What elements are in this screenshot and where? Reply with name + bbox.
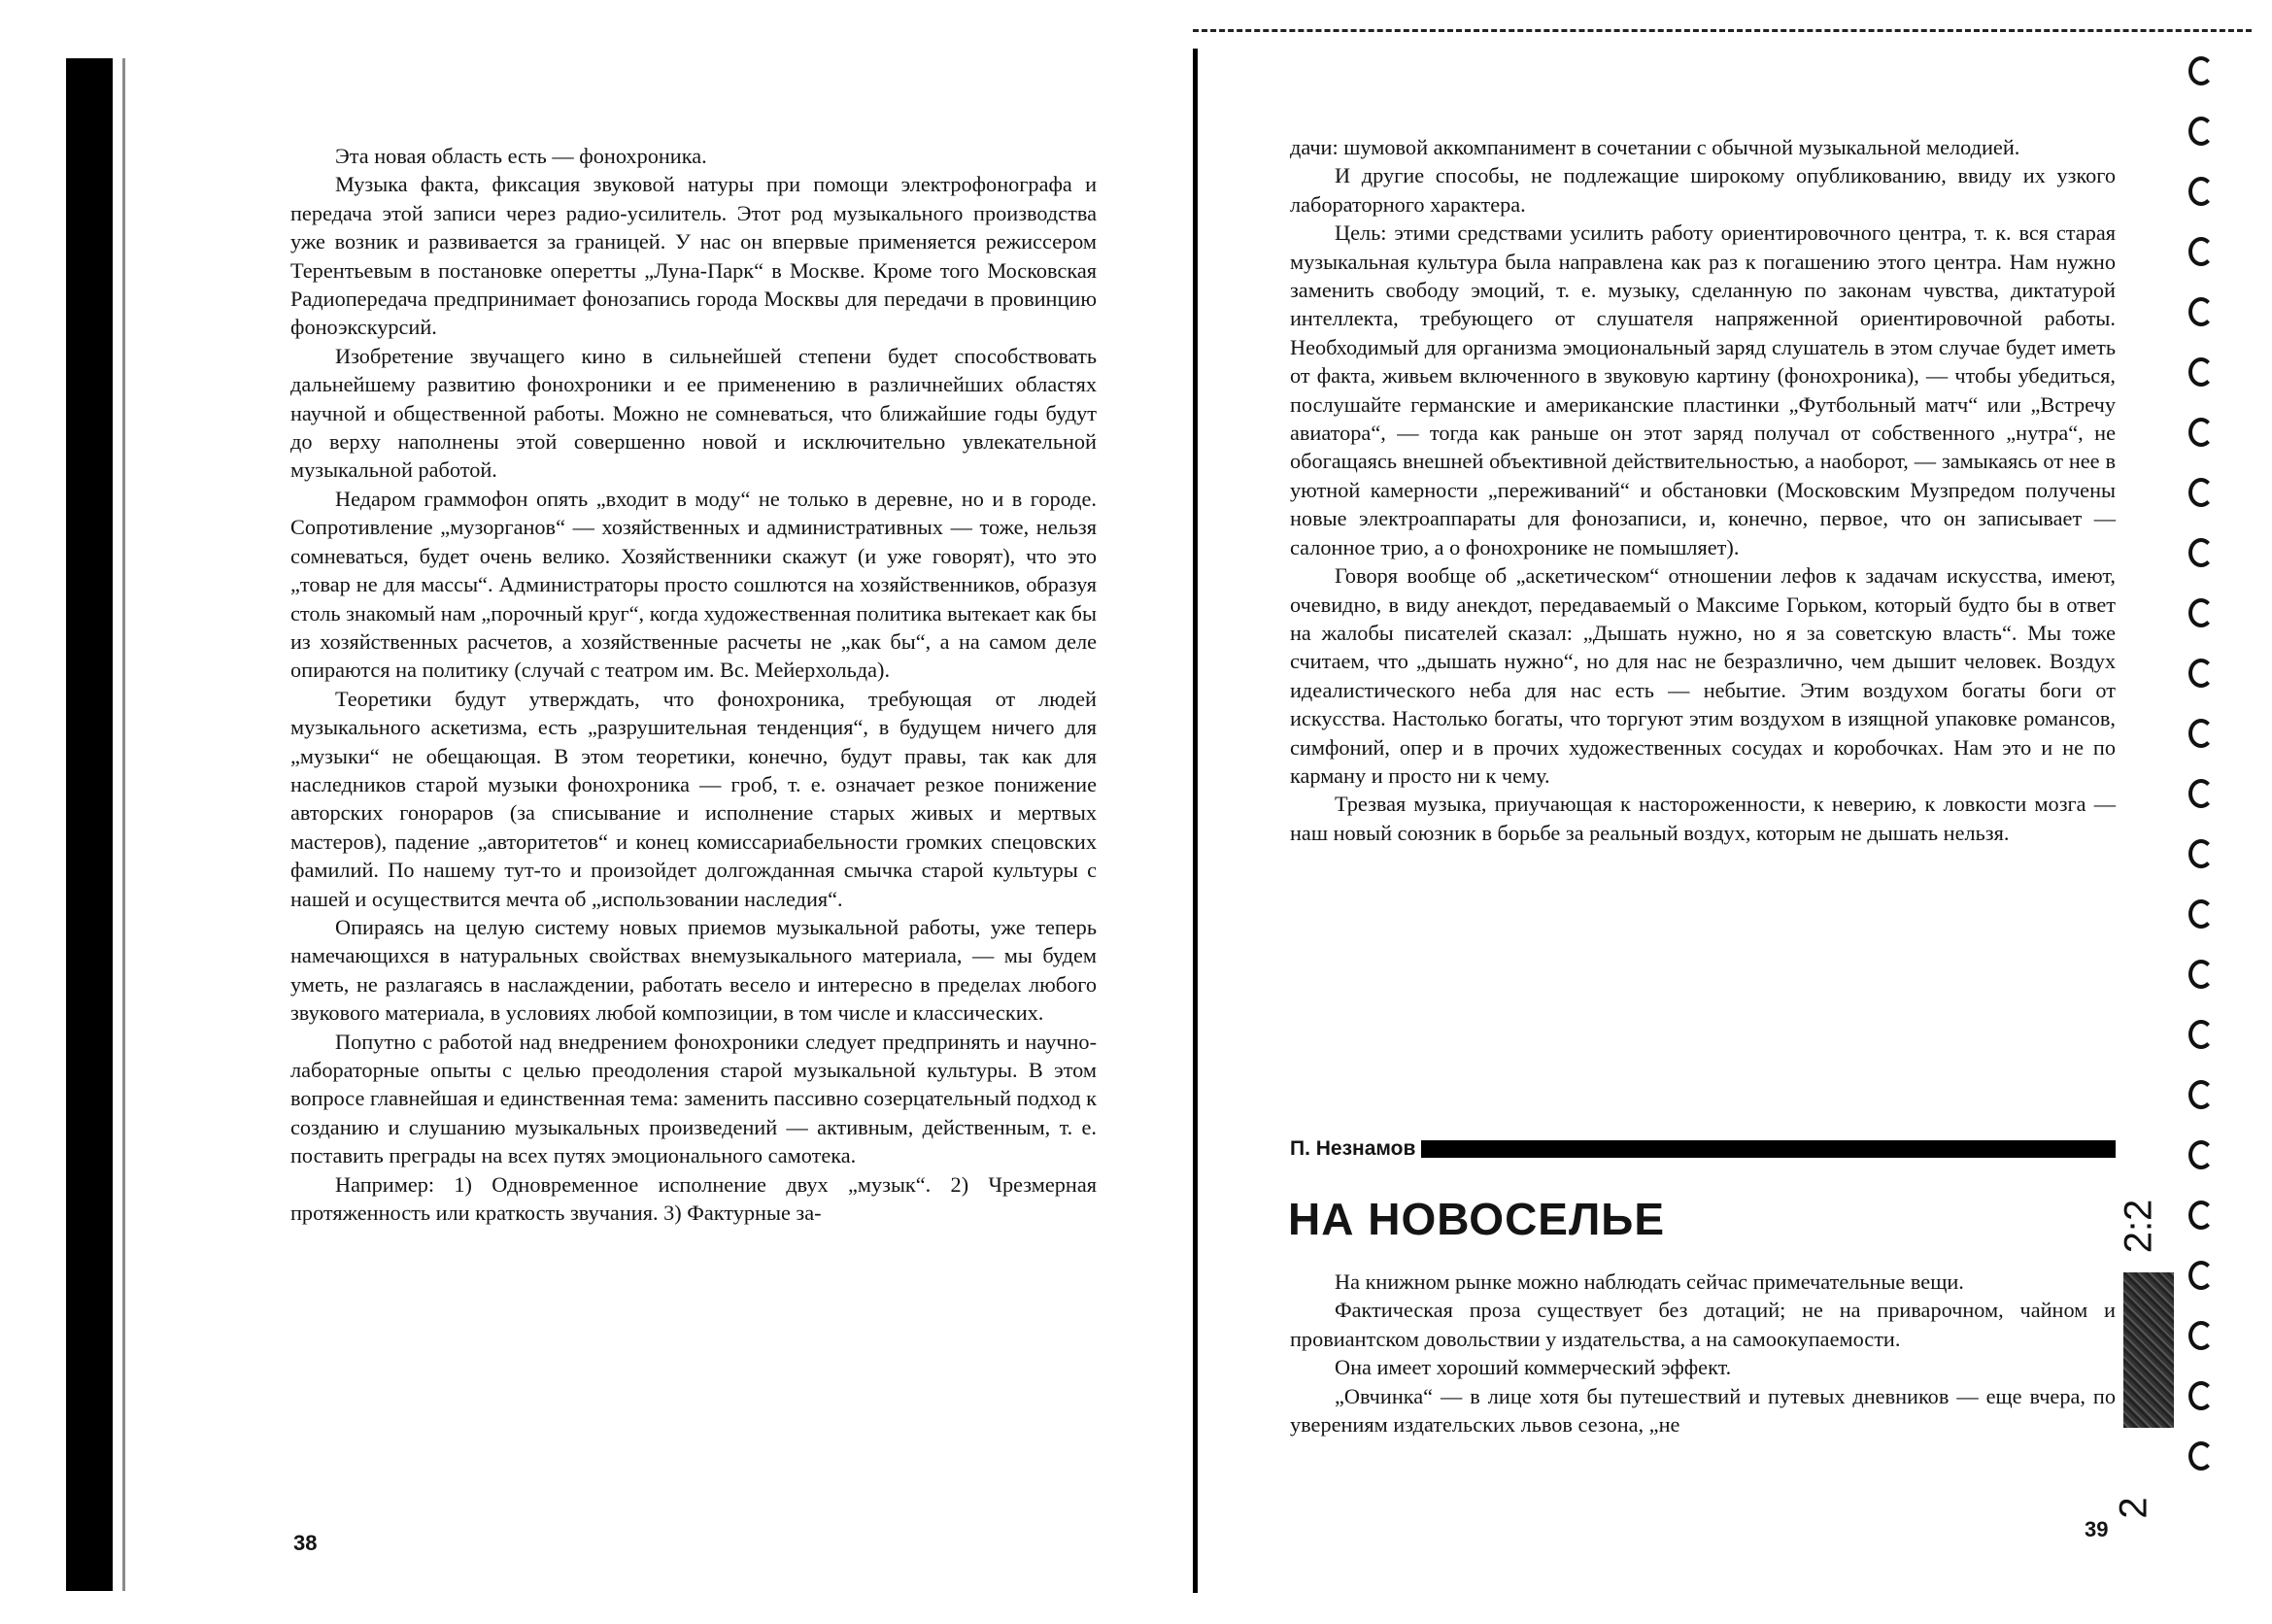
paragraph: Фактическая проза существует без дотаций; не на приварочном, чайном и провиантском довольствии у издательства, а на самоокупаемости. (1290, 1298, 2116, 1351)
author-name: П. Незнамов (1290, 1137, 1416, 1160)
paragraph: Изобретение звучащего кино в сильнейшей степени будет способствовать дальнейшему развитию фонохроники и ее применению в различнейших областях научной и общественной работы. Можно не сомневаться, что ближайшие годы будут до верху наполнены этой совершенно новой и исключительно увлекательной музыкальной работой. (290, 343, 1097, 483)
binding-ring (2188, 1261, 2214, 1290)
paragraph: Она имеет хороший коммерческий эффект. (1335, 1355, 1732, 1380)
left-scan-edge (122, 58, 125, 1591)
page-number: 38 (293, 1531, 318, 1555)
binding-ring (2188, 478, 2214, 507)
margin-number: 2:2 (2117, 1199, 2160, 1254)
binding-ring (2188, 659, 2214, 688)
article-title: НА НОВОСЕЛЬЕ (1288, 1194, 1665, 1244)
binding-ring (2188, 418, 2214, 447)
paragraph: Музыка факта, фиксация звуковой натуры при помощи электрофонографа и передача этой записи через радио-усилитель. Этот род музыкального производства уже возник и развивается за границей. У нас он впервые применяется режиссером Терентьевым в постановке оперетты „Луна-Парк“ в Москве. Кроме того Московская Радиопередача предпринимает фонозапись города Москвы для передачи в провинцию фоноэкскурсий. (290, 172, 1097, 340)
article-text (1290, 1268, 2116, 1438)
binding-ring (2188, 1080, 2214, 1109)
left-binding-shadow (66, 58, 113, 1591)
article-byline (1290, 1134, 2116, 1164)
right-page-text (1290, 133, 2116, 847)
binding-ring (2188, 117, 2214, 146)
paragraph: Эта новая область есть — фонохроника. (335, 144, 707, 168)
binding-ring (2188, 598, 2214, 627)
left-page-text (290, 142, 1097, 1227)
paragraph: „Овчинка“ — в лице хотя бы путешествий и путевых дневников — еще вчера, по уверениям издательских львов сезона, „не (1290, 1383, 2116, 1438)
binding-ring (2188, 237, 2214, 266)
binding-ring (2188, 779, 2214, 808)
margin-number: 2 (2112, 1497, 2155, 1519)
paragraph: Недаром граммофон опять „входит в моду“ не только в деревне, но и в городе. Сопротивление „музорганов“ — хозяйственных и административных — тоже, нельзя сомневаться, будет очень велико. Хозяйственники скажут (и уже говорят), что это „товар не для массы“. Администраторы просто сошлются на хозяйственников, образуя столь знакомый нам „порочный круг“, когда художественная политика вытекает как бы из хозяйственных расчетов, а хозяйственные расчеты не „как бы“, а на самом деле опираются на политику (случай с театром им. Вс. Мейерхольда). (290, 486, 1097, 683)
binding-ring (2188, 1140, 2214, 1169)
center-binding-line (1193, 49, 1198, 1593)
paragraph: дачи: шумовой аккомпанимент в сочетании с обычной музыкальной мелодией. (1290, 135, 2020, 159)
binding-ring (2188, 56, 2214, 85)
binding-ring (2188, 1441, 2214, 1471)
binding-ring (2188, 1201, 2214, 1230)
binding-ring (2188, 960, 2214, 989)
binding-ring (2188, 839, 2214, 868)
top-scan-edge (1193, 29, 2252, 32)
paragraph: И другие способы, не подлежащие широкому опубликованию, ввиду их узкого лабораторного характера. (1290, 163, 2116, 217)
binding-ring (2188, 1321, 2214, 1350)
paragraph: Попутно с работой над внедрением фонохроники следует предпринять и научно-лабораторные опыты с целью преодоления старой музыкальной культуры. В этом вопросе главнейшая и единственная тема: заменить пассивно созерцательный подход к созданию и слушанию музыкальных произведений — активным, действенным, т. е. поставить преграды на всех путях эмоционального самотека. (290, 1029, 1097, 1168)
paragraph: Говоря вообще об „аскетическом“ отношении лефов к задачам искусства, имеют, очевидно, в виду анекдот, передаваемый о Максиме Горьком, который будто бы в ответ на жалобы писателей сказал: „Дышать нужно, но я за советскую власть“. Мы тоже считаем, что „дышать нужно“, но для нас не безразлично, чем дышит человек. Воздух идеалистического неба для нас есть — небытие. Этим воздухом богаты боги от искусства. Настолько богаты, что торгуют этим воздухом в изящной упаковке романсов, симфоний, опер и в прочих художественных сосудах и коробочках. Нам это и не по карману и просто ни к чему. (1290, 563, 2116, 788)
paragraph: Цель: этими средствами усилить работу ориентировочного центра, т. к. вся старая музыкальная культура была направлена как раз к погашению этого центра. Нам нужно заменить свободу эмоций, т. е. музыку, сделанную по законам чувства, диктатурой интеллекта, требующего от слушателя напряженной ориентировочной работы. Необходимый для организма эмоциональный заряд слушатель в этом случае будет иметь от факта, живьем включенного в звуковую картину (фонохроника), — чтобы убедиться, послушайте германские и американские пластинки „Футбольный матч“ или „Встречу авиатора“, — тогда как раньше он этот заряд получал от собственного „нутра“, не обогащаясь внешней объективной действительностью, а наоборот, — замыкаясь от нее в уютной камерности „переживаний“ и обстановки (Московским Музпредом получены новые электроаппараты для фонозаписи, и, конечно, первое, что он записывает — салонное трио, а о фонохронике не помышляет). (1290, 220, 2116, 559)
binding-ring (2188, 357, 2214, 387)
binding-ring (2188, 538, 2214, 567)
binding-ring (2188, 1020, 2214, 1049)
right-page (1193, 0, 2272, 1624)
binding-ring (2188, 177, 2214, 206)
paragraph: Трезвая музыка, приучающая к настороженности, к неверию, к ловкости мозга — наш новый союзник в борьбе за реальный воздух, которым не дышать нельзя. (1290, 792, 2116, 845)
paragraph: На книжном рынке можно наблюдать сейчас примечательные вещи. (1335, 1269, 1964, 1294)
binding-ring (2188, 899, 2214, 929)
byline-rule (1421, 1140, 2116, 1158)
scan-dark-patch (2123, 1272, 2174, 1428)
binding-ring (2188, 297, 2214, 326)
binding-ring (2188, 719, 2214, 748)
paragraph: Теоретики будут утверждать, что фонохроника, требующая от людей музыкального аскетизма, есть „разрушительная тенденция“, в будущем ничего для „музыки“ не обещающая. В этом теоретики, конечно, будут правы, так как для наследников старой музыки фонохроника — гроб, т. е. означает резкое понижение авторских гонораров (за списывание и исполнение старых живых и мертвых мастеров), падение „авторитетов“ и конец комиссариабельности громких спецовских фамилий. По нашему тут-то и произойдет долгожданная смычка старой культуры с нашей и осуществится мечта об „использовании наследия“. (290, 686, 1097, 911)
paragraph: Опираясь на целую систему новых приемов музыкальной работы, уже теперь намечающихся в натуральных свойствах внемузыкального материала, — мы будем уметь, не разлагаясь в наслаждении, работать весело и интересно в пределах любого звукового материала, в условиях любой композиции, в том числе и классических. (290, 914, 1097, 1026)
paragraph: Например: 1) Одновременное исполнение двух „музык“. 2) Чрезмерная протяженность или краткость звучания. 3) Фактурные за- (290, 1171, 1097, 1226)
binding-ring (2188, 1381, 2214, 1410)
page-number: 39 (2085, 1517, 2109, 1541)
